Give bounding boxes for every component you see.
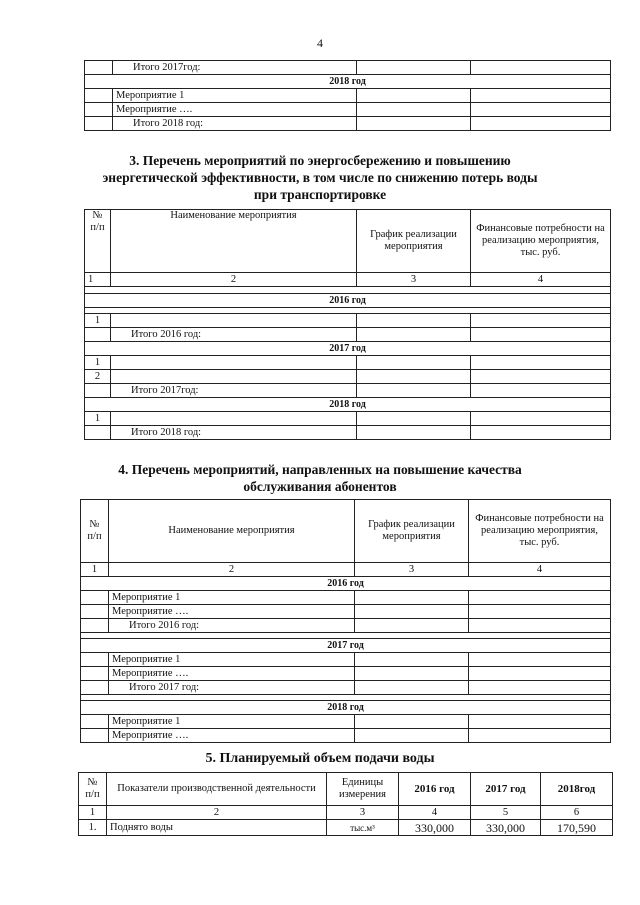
col-2018-header: 2018год — [541, 773, 613, 806]
col-num-header: № п/п — [81, 500, 109, 563]
year-2018-heading: 2018 год — [85, 75, 611, 89]
year-2018-heading: 2018 год — [85, 398, 611, 412]
value-2018: 170,590 — [541, 820, 613, 836]
section3-title: 3. Перечень мероприятий по энергосбережению и повышению энергетической эффективности, в том числе по снижению потерь воды при транспортировке — [102, 153, 538, 202]
measure-row: Мероприятие …. — [109, 605, 355, 619]
year-2017-heading: 2017 год — [85, 342, 611, 356]
value-2017: 330,000 — [471, 820, 541, 836]
col-schedule-header: График реализации мероприятия — [355, 500, 469, 563]
total-2017-label: Итого 2017 год: — [109, 681, 355, 695]
row-number: 1 — [85, 412, 111, 426]
col-name-header: Наименование мероприятия — [111, 210, 357, 273]
col-number: 1 — [81, 563, 109, 577]
measure-row: Мероприятие …. — [113, 103, 357, 117]
indicator-name: Поднято воды — [107, 820, 327, 836]
total-2018-label: Итого 2018 год: — [111, 426, 357, 440]
year-2018-heading: 2018 год — [81, 701, 611, 715]
total-2017-label: Итого 2017год: — [113, 61, 357, 75]
section5-title: 5. Планируемый объем подачи воды — [205, 751, 435, 766]
unit-value: тыс.м³ — [327, 820, 399, 836]
col-number: 2 — [109, 563, 355, 577]
section4-table — [80, 499, 611, 743]
col-finance-header: Финансовые потребности на реализацию мероприятия, тыс. руб. — [471, 210, 611, 273]
col-number: 3 — [357, 273, 471, 287]
col-name-header: Наименование мероприятия — [109, 500, 355, 563]
col-2017-header: 2017 год — [471, 773, 541, 806]
measure-row: Мероприятие …. — [109, 729, 355, 743]
measure-row: Мероприятие …. — [109, 667, 355, 681]
col-number: 3 — [355, 563, 469, 577]
total-2017-label: Итого 2017год: — [111, 384, 357, 398]
row-number: 2 — [85, 370, 111, 384]
top-continuation-table — [84, 60, 611, 131]
col-num-header: № п/п — [85, 210, 111, 273]
page-number: 4 — [317, 36, 323, 50]
row-number: 1 — [85, 356, 111, 370]
col-number: 6 — [541, 806, 613, 820]
row-number: 1 — [85, 314, 111, 328]
col-2016-header: 2016 год — [399, 773, 471, 806]
measure-row: Мероприятие 1 — [113, 89, 357, 103]
col-finance-header: Финансовые потребности на реализацию мероприятия, тыс. руб. — [469, 500, 611, 563]
col-number: 4 — [471, 273, 611, 287]
section4-title: 4. Перечень мероприятий, направленных на повышение качества обслуживания абонентов — [118, 462, 522, 494]
col-number: 5 — [471, 806, 541, 820]
col-num-header: № п/п — [79, 773, 107, 806]
col-indicator-header: Показатели производственной деятельности — [107, 773, 327, 806]
col-number: 4 — [469, 563, 611, 577]
measure-row: Мероприятие 1 — [109, 591, 355, 605]
section3-table — [84, 209, 611, 440]
value-2016: 330,000 — [399, 820, 471, 836]
col-number: 1 — [79, 806, 107, 820]
total-2016-label: Итого 2016 год: — [109, 619, 355, 633]
col-number: 4 — [399, 806, 471, 820]
col-unit-header: Единицы измерения — [327, 773, 399, 806]
year-2017-heading: 2017 год — [81, 639, 611, 653]
col-number: 3 — [327, 806, 399, 820]
year-2016-heading: 2016 год — [85, 294, 611, 308]
total-2016-label: Итого 2016 год: — [111, 328, 357, 342]
col-number: 2 — [107, 806, 327, 820]
col-number: 1 — [85, 273, 111, 287]
row-number: 1. — [79, 820, 107, 836]
section5-table — [78, 772, 613, 836]
year-2016-heading: 2016 год — [81, 577, 611, 591]
measure-row: Мероприятие 1 — [109, 653, 355, 667]
total-2018-label: Итого 2018 год: — [113, 117, 357, 131]
col-schedule-header: График реализации мероприятия — [357, 210, 471, 273]
measure-row: Мероприятие 1 — [109, 715, 355, 729]
col-number: 2 — [111, 273, 357, 287]
